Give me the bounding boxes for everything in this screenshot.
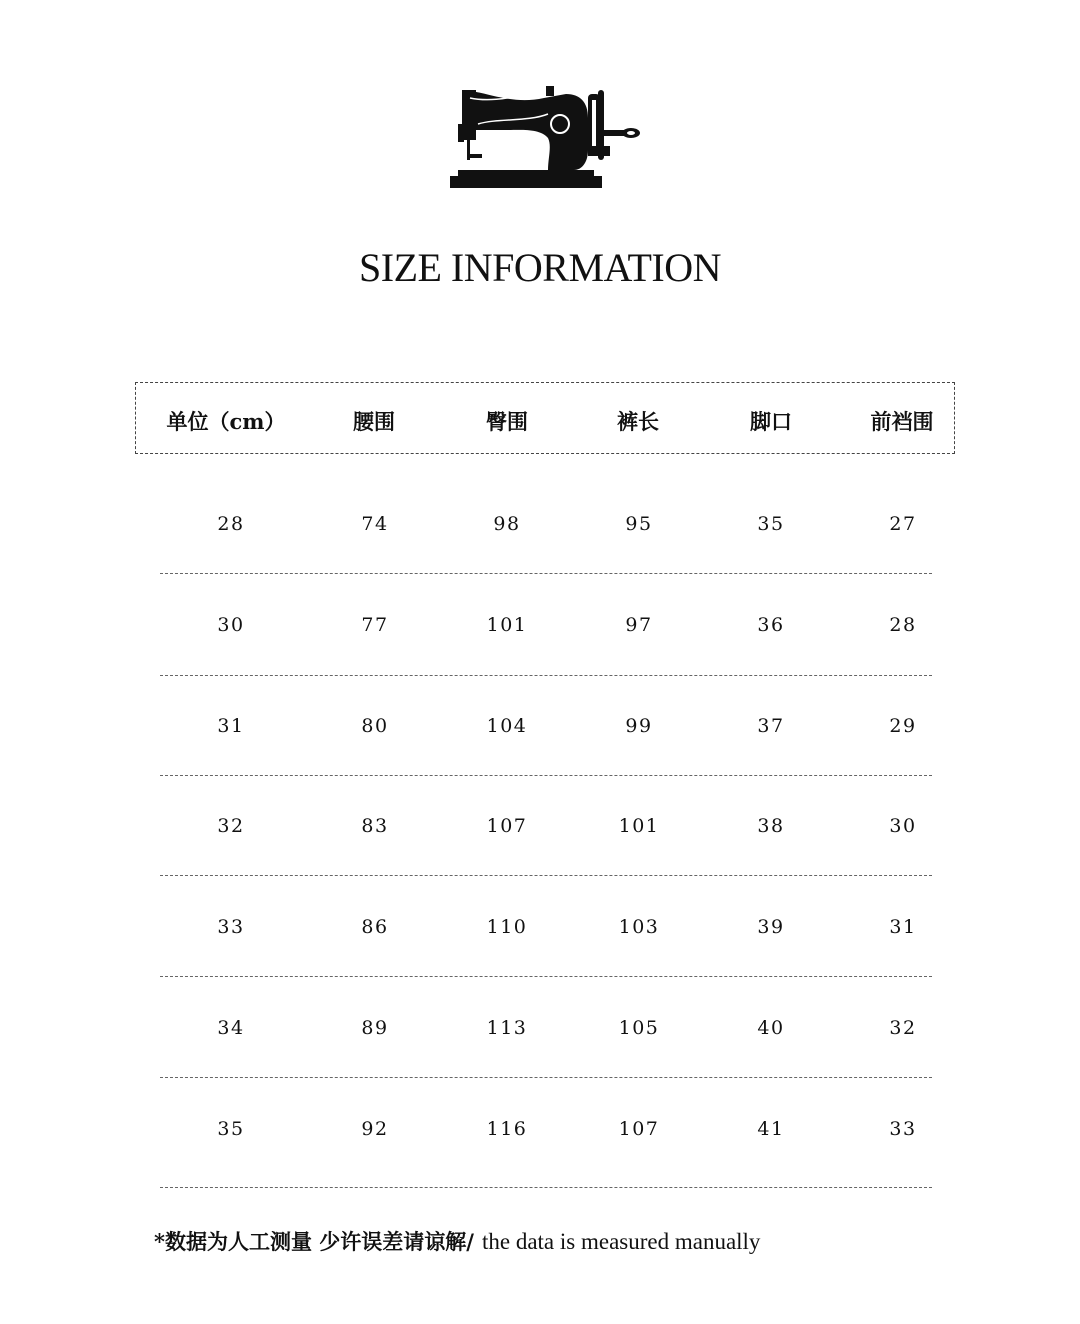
cell-hip: 107: [486, 815, 528, 837]
footnote: [154, 1224, 760, 1260]
footnote-chinese: *数据为人工测量 少许误差请谅解/: [154, 1229, 474, 1254]
cell-length: 95: [625, 513, 653, 535]
table-row: [0, 907, 1080, 947]
cell-size: 31: [217, 715, 245, 737]
cell-length: 107: [618, 1118, 660, 1140]
table-row: [0, 605, 1080, 645]
header-waist: 腰围: [353, 409, 395, 434]
cell-waist: 86: [361, 916, 389, 938]
cell-leg-opening: 38: [757, 815, 785, 837]
footnote-english: the data is measured manually: [481, 1229, 761, 1254]
cell-leg-opening: 39: [757, 916, 785, 938]
cell-leg-opening: 40: [757, 1017, 785, 1039]
header-front-rise: 前裆围: [870, 409, 934, 434]
header-leg-opening: 脚口: [750, 409, 792, 434]
cell-hip: 113: [486, 1017, 528, 1039]
cell-leg-opening: 36: [757, 614, 785, 636]
cell-leg-opening: 35: [757, 513, 785, 535]
cell-hip: 116: [486, 1118, 528, 1140]
table-row: [0, 1008, 1080, 1048]
page-title: SIZE INFORMATION: [359, 245, 721, 290]
cell-size: 34: [217, 1017, 245, 1039]
cell-waist: 89: [361, 1017, 389, 1039]
table-row: [0, 504, 1080, 544]
sewing-machine-icon: [448, 84, 644, 192]
row-divider: [160, 1077, 932, 1078]
cell-waist: 83: [361, 815, 389, 837]
cell-size: 30: [217, 614, 245, 636]
cell-length: 103: [618, 916, 660, 938]
cell-length: 105: [618, 1017, 660, 1039]
cell-hip: 101: [486, 614, 528, 636]
cell-front-rise: 29: [889, 715, 917, 737]
cell-front-rise: 27: [889, 513, 917, 535]
row-divider: [160, 775, 932, 776]
cell-hip: 110: [486, 916, 528, 938]
cell-front-rise: 28: [889, 614, 917, 636]
cell-waist: 74: [361, 513, 389, 535]
cell-waist: 80: [361, 715, 389, 737]
cell-front-rise: 30: [889, 815, 917, 837]
cell-length: 101: [618, 815, 660, 837]
table-row: [0, 706, 1080, 746]
header-length: 裤长: [617, 409, 659, 434]
table-row: [0, 1109, 1080, 1149]
row-divider: [160, 675, 932, 676]
cell-leg-opening: 41: [757, 1118, 785, 1140]
cell-size: 35: [217, 1118, 245, 1140]
row-divider: [160, 1187, 932, 1188]
cell-size: 28: [217, 513, 245, 535]
table-row: [0, 806, 1080, 846]
cell-front-rise: 33: [889, 1118, 917, 1140]
cell-leg-opening: 37: [757, 715, 785, 737]
cell-front-rise: 32: [889, 1017, 917, 1039]
cell-length: 97: [625, 614, 653, 636]
cell-size: 32: [217, 815, 245, 837]
row-divider: [160, 573, 932, 574]
row-divider: [160, 875, 932, 876]
header-hip: 臀围: [486, 409, 528, 434]
cell-waist: 77: [361, 614, 389, 636]
cell-front-rise: 31: [889, 916, 917, 938]
cell-waist: 92: [361, 1118, 389, 1140]
cell-length: 99: [625, 715, 653, 737]
cell-size: 33: [217, 916, 245, 938]
cell-hip: 104: [486, 715, 528, 737]
row-divider: [160, 976, 932, 977]
header-unit: 单位（cm）: [166, 409, 286, 434]
cell-hip: 98: [493, 513, 521, 535]
